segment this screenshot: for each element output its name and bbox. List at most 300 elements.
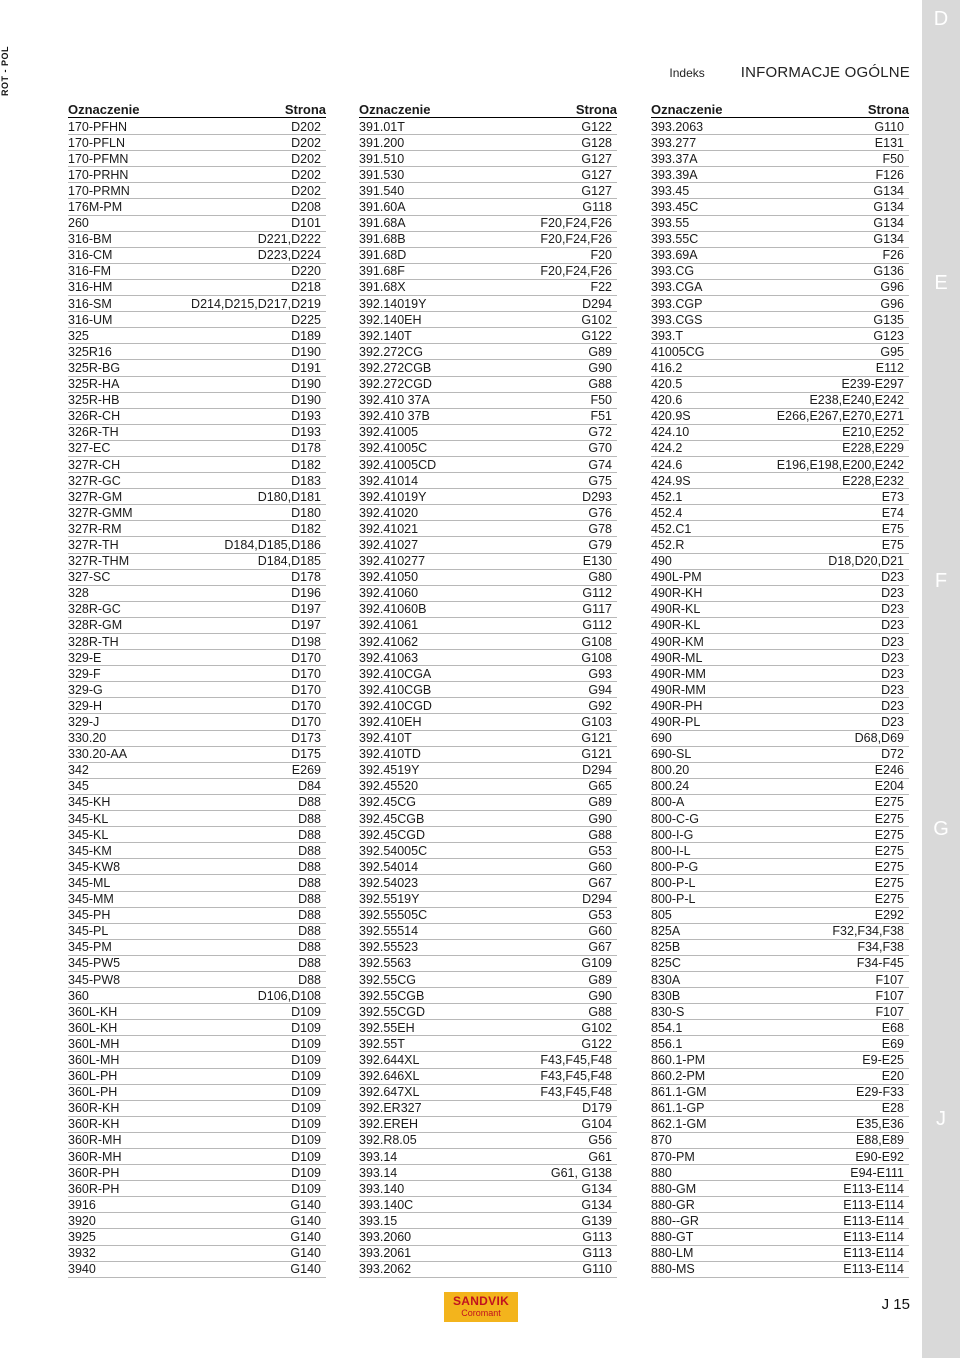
index-row [68, 972, 326, 988]
index-row [651, 827, 909, 843]
tab-d[interactable]: D [933, 8, 949, 30]
designation: 393.15 [359, 1213, 398, 1228]
designation: 3920 [68, 1213, 96, 1228]
index-row [359, 457, 617, 473]
page-ref: D109 [291, 1020, 321, 1035]
index-row [68, 586, 326, 602]
index-row [651, 650, 909, 666]
designation: 393.140C [359, 1197, 414, 1212]
index-row [651, 795, 909, 811]
designation: 452.C1 [651, 521, 692, 536]
index-row [68, 892, 326, 908]
index-row [651, 956, 909, 972]
designation: 392.140T [359, 328, 412, 343]
designation: 392.410TD [359, 747, 421, 762]
page-ref: G78 [588, 521, 612, 536]
page-ref: D220 [291, 264, 321, 279]
designation: 393.T [651, 328, 683, 343]
page-ref: D189 [291, 328, 321, 343]
page-ref: E113-E114 [843, 1197, 904, 1212]
index-row [359, 908, 617, 924]
designation: 393.CG [651, 264, 695, 279]
designation: 360R-MH [68, 1133, 122, 1148]
index-row [359, 199, 617, 215]
page-ref: F32,F34,F38 [832, 924, 904, 939]
designation-header: Oznaczenie [651, 102, 723, 117]
page-ref: G67 [588, 875, 612, 890]
designation: 392.41021 [359, 521, 419, 536]
designation: 490R-KL [651, 618, 701, 633]
page-ref: E113-E114 [843, 1181, 904, 1196]
page-ref: F20,F24,F26 [540, 216, 612, 231]
designation: 825B [651, 940, 681, 955]
page-ref: E228,E229 [842, 441, 904, 456]
designation: 392.272CGB [359, 360, 432, 375]
section-label: Indeks [669, 66, 705, 80]
index-row [651, 183, 909, 199]
index-row [359, 312, 617, 328]
designation: 41005CG [651, 344, 705, 359]
designation: 854.1 [651, 1020, 683, 1035]
designation: 830B [651, 988, 681, 1003]
designation: 392.41005 [359, 425, 419, 440]
designation: 328R-TH [68, 634, 119, 649]
designation: 345 [68, 779, 89, 794]
index-row [651, 409, 909, 425]
page-ref: E204 [874, 779, 904, 794]
designation: 856.1 [651, 1036, 683, 1051]
designation: 392.410CGA [359, 666, 432, 681]
designation: 392.410CGB [359, 682, 432, 697]
designation: 870-PM [651, 1149, 695, 1164]
index-row [68, 731, 326, 747]
designation: 325R16 [68, 344, 112, 359]
index-row [651, 473, 909, 489]
index-row [359, 811, 617, 827]
designation: 392.410T [359, 731, 412, 746]
designation: 392.41014 [359, 473, 419, 488]
page-ref: G136 [873, 264, 904, 279]
page-ref: E28 [881, 1101, 904, 1116]
index-row [68, 377, 326, 393]
designation: 830-S [651, 1004, 685, 1019]
designation: 360L-KH [68, 1020, 118, 1035]
index-row [359, 650, 617, 666]
designation: 360L-MH [68, 1052, 120, 1067]
page-ref: D170 [291, 650, 321, 665]
page-ref: G110 [582, 1262, 612, 1277]
index-row [68, 457, 326, 473]
page-ref: D106,D108 [257, 988, 321, 1003]
page-ref: G112 [582, 586, 612, 601]
designation: 392.41050 [359, 570, 419, 585]
designation: 326R-CH [68, 409, 121, 424]
designation: 327R-GM [68, 489, 123, 504]
page-ref: E228,E232 [842, 473, 904, 488]
page-ref: E275 [874, 875, 904, 890]
page-ref: F50 [590, 393, 612, 408]
index-row [651, 1133, 909, 1149]
index-row [651, 199, 909, 215]
page-ref: D88 [298, 811, 321, 826]
page-ref: D23 [881, 602, 904, 617]
page-ref: G67 [588, 940, 612, 955]
page-ref: E238,E240,E242 [809, 393, 904, 408]
designation: 392.55505C [359, 908, 428, 923]
index-row [359, 232, 617, 248]
index-row [359, 940, 617, 956]
index-row [651, 811, 909, 827]
designation: 360L-MH [68, 1036, 120, 1051]
page-ref: D88 [298, 908, 321, 923]
index-row [68, 779, 326, 795]
designation: 800-I-G [651, 827, 694, 842]
designation: 830A [651, 972, 681, 987]
designation: 424.9S [651, 473, 691, 488]
page-ref: G122 [581, 328, 612, 343]
page-ref: D101 [291, 216, 321, 231]
designation: 316-UM [68, 312, 113, 327]
page-ref: D202 [291, 135, 321, 150]
page-ref: E9-E25 [862, 1052, 904, 1067]
page-ref: D88 [298, 892, 321, 907]
page-ref: G128 [581, 135, 612, 150]
page-ref: D23 [881, 666, 904, 681]
page-ref: D193 [291, 425, 321, 440]
designation: 392.45CGD [359, 827, 426, 842]
index-row [651, 1213, 909, 1229]
page-ref: D175 [291, 747, 321, 762]
page-ref: G118 [582, 200, 612, 215]
page-ref: G89 [588, 795, 612, 810]
designation: 328R-GM [68, 618, 123, 633]
index-row [359, 409, 617, 425]
designation: 393.2063 [651, 119, 704, 134]
page-ref: E90-E92 [855, 1149, 904, 1164]
index-row [359, 1181, 617, 1197]
designation: 391.540 [359, 183, 405, 198]
designation: 880 [651, 1165, 672, 1180]
page-ref: G88 [588, 377, 612, 392]
designation: 870 [651, 1133, 672, 1148]
section-tabs [922, 0, 960, 1358]
page-ref: G61, G138 [550, 1165, 612, 1180]
designation: 328 [68, 586, 89, 601]
page-ref: G134 [873, 200, 904, 215]
index-row [68, 135, 326, 151]
index-row [68, 232, 326, 248]
index-row [359, 859, 617, 875]
page-ref: E239-E297 [841, 377, 904, 392]
page-ref: E130 [582, 554, 612, 569]
page-ref: G89 [588, 972, 612, 987]
index-row [651, 1149, 909, 1165]
page-ref: E275 [874, 795, 904, 810]
page-ref: G117 [582, 602, 612, 617]
designation: 393.45C [651, 200, 699, 215]
index-row [651, 360, 909, 376]
index-row [651, 521, 909, 537]
index-row [651, 489, 909, 505]
page-ref: G70 [588, 441, 612, 456]
index-row [359, 489, 617, 505]
page-ref: G113 [582, 1246, 612, 1261]
index-row [651, 972, 909, 988]
page-ref: G76 [588, 505, 612, 520]
designation: 391.01T [359, 119, 405, 134]
designation: 861.1-GP [651, 1101, 705, 1116]
page-ref: E94-E111 [850, 1165, 904, 1180]
page-ref: E88,E89 [856, 1133, 904, 1148]
designation: 327-SC [68, 570, 111, 585]
index-row [68, 312, 326, 328]
page-ref: F43,F45,F48 [540, 1069, 612, 1084]
index-row [651, 1052, 909, 1068]
designation: 490R-PL [651, 715, 701, 730]
designation: 325 [68, 328, 89, 343]
designation: 328R-GC [68, 602, 121, 617]
page-ref: G90 [588, 811, 612, 826]
designation: 862.1-GM [651, 1117, 707, 1132]
page-ref: D208 [291, 200, 321, 215]
designation: 316-SM [68, 296, 112, 311]
index-row [68, 1262, 326, 1278]
designation: 391.60A [359, 200, 406, 215]
page-ref: D183 [291, 473, 321, 488]
page-ref: E73 [881, 489, 904, 504]
index-row [651, 988, 909, 1004]
designation: 392.41020 [359, 505, 419, 520]
page-header-label: Strona [575, 102, 617, 117]
index-row [651, 618, 909, 634]
designation: 360 [68, 988, 89, 1003]
designation: 391.68B [359, 232, 406, 247]
page-ref: F50 [882, 151, 904, 166]
index-row [68, 747, 326, 763]
designation: 392.55CGD [359, 1004, 426, 1019]
index-row [359, 360, 617, 376]
designation: 490R-MM [651, 666, 706, 681]
designation: 345-PM [68, 940, 112, 955]
index-row [359, 1246, 617, 1262]
index-row [68, 183, 326, 199]
logo-brand: SANDVIK [452, 1294, 510, 1308]
page-ref: F51 [590, 409, 612, 424]
designation: 360L-PH [68, 1069, 118, 1084]
index-row [651, 554, 909, 570]
designation: 329-J [68, 715, 100, 730]
designation: 880-GT [651, 1230, 694, 1245]
index-row [68, 1229, 326, 1245]
index-row [68, 328, 326, 344]
index-row [651, 731, 909, 747]
index-row [651, 441, 909, 457]
designation: 327R-GMM [68, 505, 133, 520]
index-row [68, 264, 326, 280]
designation: 800-P-L [651, 892, 696, 907]
page-ref: E68 [881, 1020, 904, 1035]
page-ref: G103 [581, 715, 612, 730]
page-ref: E246 [874, 763, 904, 778]
index-row [68, 1085, 326, 1101]
index-row [359, 183, 617, 199]
designation: 392.647XL [359, 1085, 420, 1100]
page-ref: D88 [298, 795, 321, 810]
page-ref: G102 [581, 312, 612, 327]
index-row [359, 1036, 617, 1052]
designation: 393.140 [359, 1181, 405, 1196]
designation: 360L-KH [68, 1004, 118, 1019]
tab-e[interactable]: E [934, 272, 948, 294]
index-row [68, 924, 326, 940]
designation: 393.CGA [651, 280, 703, 295]
index-row [68, 1101, 326, 1117]
page-ref: F20,F24,F26 [540, 264, 612, 279]
page-ref: G121 [581, 731, 612, 746]
index-row [651, 634, 909, 650]
page-ref: D170 [291, 698, 321, 713]
index-row [651, 843, 909, 859]
designation: 316-CM [68, 248, 113, 263]
page-ref: D109 [291, 1069, 321, 1084]
page-ref: G122 [581, 1036, 612, 1051]
designation: 490R-ML [651, 650, 703, 665]
page-ref: G122 [581, 119, 612, 134]
index-row [359, 167, 617, 183]
page-ref: D197 [291, 602, 321, 617]
designation: 170-PFMN [68, 151, 129, 166]
index-row [359, 972, 617, 988]
index-row [68, 505, 326, 521]
page-ref: E113-E114 [843, 1246, 904, 1261]
designation: 260 [68, 216, 89, 231]
index-row [359, 1004, 617, 1020]
designation: 393.14 [359, 1149, 398, 1164]
index-column-3 [651, 100, 909, 1278]
page-ref: D221,D222 [257, 232, 321, 247]
index-row [651, 1262, 909, 1278]
page-ref: F107 [875, 972, 904, 987]
index-row [651, 296, 909, 312]
index-row [359, 119, 617, 135]
designation: 391.510 [359, 151, 405, 166]
index-row [359, 956, 617, 972]
page-ref: G108 [581, 634, 612, 649]
index-row [651, 167, 909, 183]
designation: 452.1 [651, 489, 683, 504]
designation: 345-ML [68, 875, 111, 890]
page-ref: F43,F45,F48 [540, 1085, 612, 1100]
page-ref: G96 [880, 296, 904, 311]
designation: 392.41005C [359, 441, 428, 456]
page-ref: E35,E36 [856, 1117, 904, 1132]
index-row [68, 1117, 326, 1133]
designation: 490R-KM [651, 634, 704, 649]
tab-f[interactable]: F [934, 570, 948, 592]
index-row [651, 425, 909, 441]
index-row [359, 1133, 617, 1149]
page-ref: F34,F38 [857, 940, 904, 955]
index-row [68, 216, 326, 232]
index-row [359, 505, 617, 521]
designation: 420.6 [651, 393, 683, 408]
designation: 391.68D [359, 248, 407, 263]
designation: 3925 [68, 1230, 96, 1245]
page-ref: D109 [291, 1165, 321, 1180]
page-ref: F107 [875, 988, 904, 1003]
page-ref: G72 [588, 425, 612, 440]
page-ref: G135 [873, 312, 904, 327]
page-ref: G140 [290, 1262, 321, 1277]
page-ref: D88 [298, 859, 321, 874]
index-row [68, 1197, 326, 1213]
designation: 391.68A [359, 216, 406, 231]
page-ref: D72 [881, 747, 904, 762]
page-ref: D170 [291, 715, 321, 730]
designation: 393.2061 [359, 1246, 412, 1261]
page-ref: G140 [290, 1246, 321, 1261]
index-row [651, 457, 909, 473]
page-ref: G88 [588, 827, 612, 842]
index-row [651, 216, 909, 232]
index-row [68, 714, 326, 730]
index-row [359, 698, 617, 714]
index-row [651, 586, 909, 602]
page-ref: D184,D185 [257, 554, 321, 569]
designation: 392.EREH [359, 1117, 419, 1132]
designation: 392.41019Y [359, 489, 427, 504]
index-row [68, 441, 326, 457]
tab-j[interactable]: J [936, 1108, 946, 1130]
page-ref: D218 [291, 280, 321, 295]
page-ref: D23 [881, 570, 904, 585]
designation: 392.45520 [359, 779, 419, 794]
page-ref: D68,D69 [854, 731, 904, 746]
index-row [68, 1213, 326, 1229]
page-ref: D178 [291, 570, 321, 585]
designation: 392.646XL [359, 1069, 420, 1084]
designation: 800.20 [651, 763, 690, 778]
designation: 3932 [68, 1246, 96, 1261]
page-ref: D170 [291, 666, 321, 681]
index-row [651, 393, 909, 409]
page-ref: D182 [291, 457, 321, 472]
index-row [359, 843, 617, 859]
index-row [68, 1165, 326, 1181]
index-row [68, 698, 326, 714]
page-ref: D294 [582, 892, 612, 907]
designation: 325R-HB [68, 393, 120, 408]
tab-g[interactable]: G [933, 818, 949, 840]
index-column-2 [359, 100, 617, 1278]
index-row [651, 714, 909, 730]
designation: 327-EC [68, 441, 111, 456]
index-row [359, 473, 617, 489]
index-row [359, 795, 617, 811]
page-ref: E275 [874, 859, 904, 874]
page-ref: G80 [588, 570, 612, 585]
index-row [359, 280, 617, 296]
page-ref: D180,D181 [257, 489, 321, 504]
designation: 880-LM [651, 1246, 694, 1261]
index-row [68, 1133, 326, 1149]
page-ref: E292 [874, 908, 904, 923]
designation: 360R-PH [68, 1165, 120, 1180]
index-row [359, 1117, 617, 1133]
index-row [68, 119, 326, 135]
designation: 392.140EH [359, 312, 422, 327]
designation: 392.4519Y [359, 763, 420, 778]
